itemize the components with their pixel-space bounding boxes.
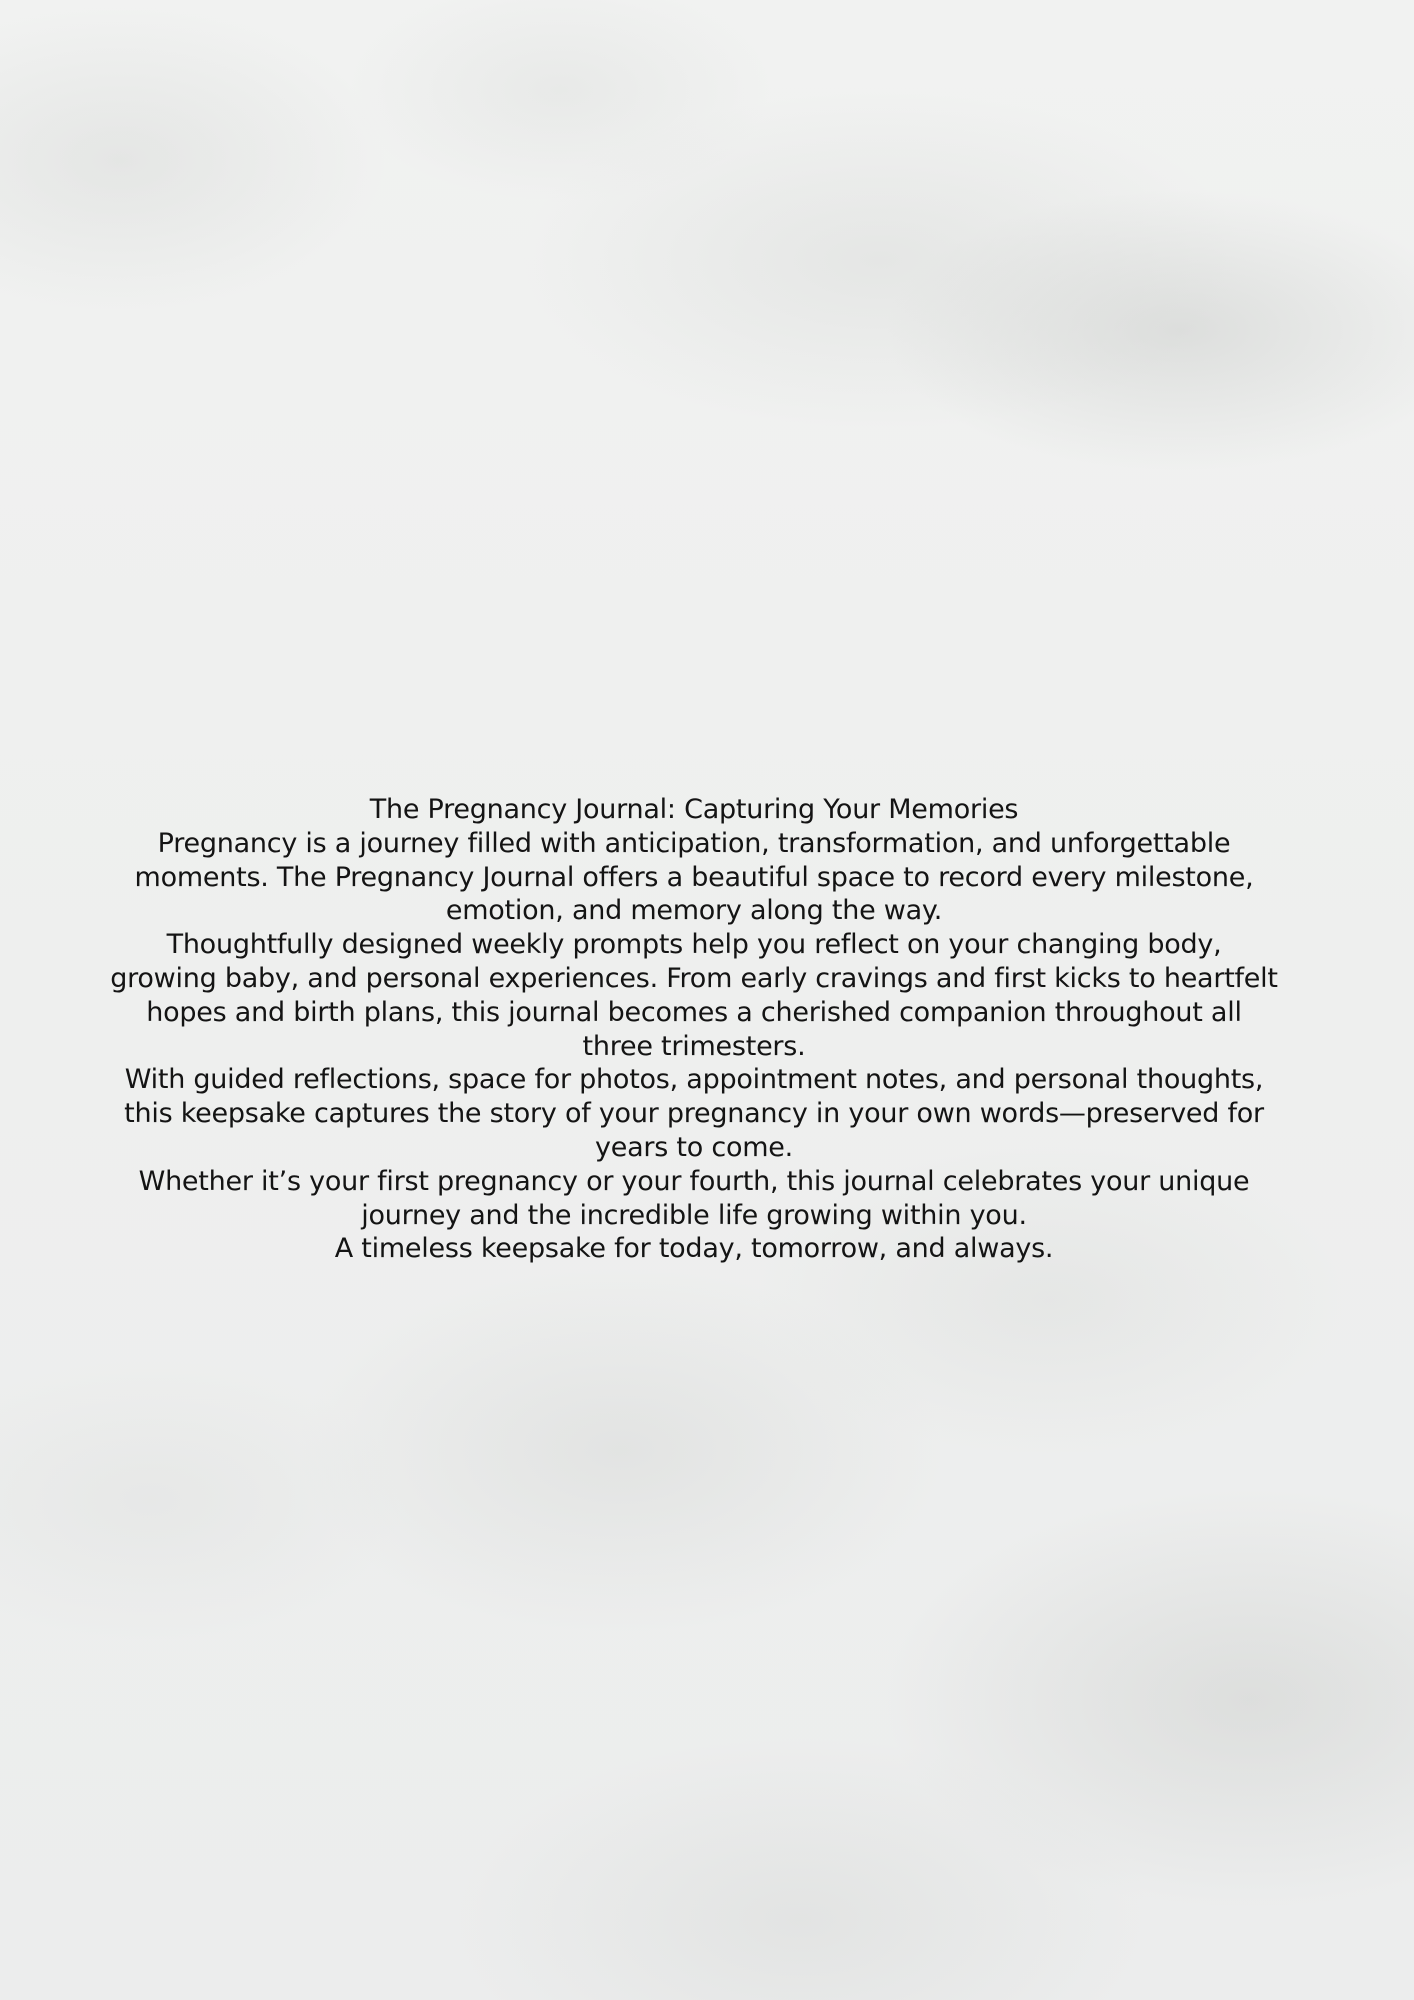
celebration-paragraph: Whether it’s your first pregnancy or your fourth, this journal celebrates your unique journey and the incredible life growing within you. <box>138 1165 1250 1231</box>
description-text-block <box>110 793 1278 1266</box>
intro-paragraph: Pregnancy is a journey filled with anticipation, transformation, and unforgettable moments. The Pregnancy Journal offers a beautiful space to record every milestone, emotion, and memory along the way. <box>134 827 1254 927</box>
keepsake-paragraph: With guided reflections, space for photos, appointment notes, and personal thoughts, this keepsake captures the story of your pregnancy in your own words—preserved for years to come. <box>124 1064 1264 1163</box>
page-title: The Pregnancy Journal: Capturing Your Memories <box>369 794 1019 825</box>
prompts-paragraph: Thoughtfully designed weekly prompts help you reflect on your changing body, growing baby, and personal experiences. From early cravings and first kicks to heartfelt hopes and birth plans, this journal becomes a cherished companion throughout all three trimesters. <box>110 929 1278 1062</box>
closing-tagline: A timeless keepsake for today, tomorrow, and always. <box>334 1233 1054 1265</box>
